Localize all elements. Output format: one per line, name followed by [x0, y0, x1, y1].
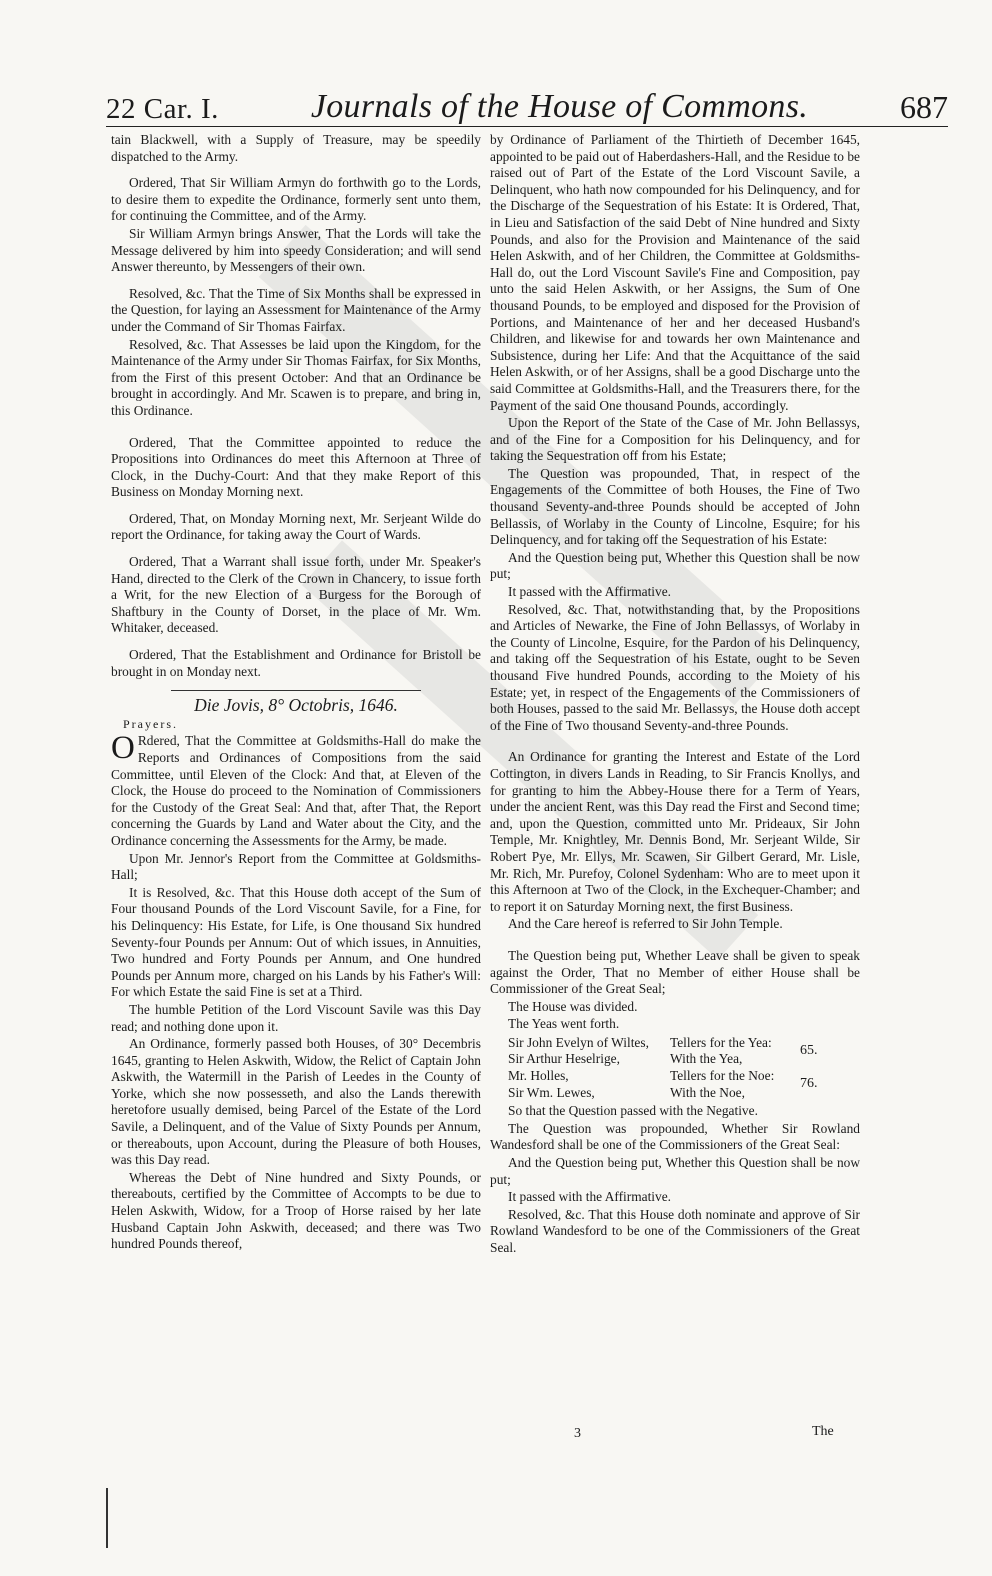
paragraph: The Yeas went forth.	[508, 1016, 620, 1032]
paragraph: Ordered, That Sir William Armyn do forthwith go to the Lords, to desire them to expedite the Ordinance, formerly sent unto them, for continuing the Committee, and of the Army.	[111, 175, 481, 224]
paragraph: Ordered, That the Committee appointed to reduce the Propositions into Ordinances do meet this Afternoon at Three of Clock, in the Duchy-Court: And that they make Report of this Business on Monday Morning next.	[111, 434, 481, 500]
paragraph: Ordered, That a Warrant shall issue forth, under Mr. Speaker's Hand, directed to the Clerk of the Crown in Chancery, to issue forth a Writ, for the new Election of a Burgess for the Borough of Shaftbury in the County of Dorset, in the place of Mr. Wm. Whitaker, deceased.	[111, 554, 481, 636]
right-column	[490, 132, 860, 1258]
page-header	[106, 80, 948, 127]
paragraph	[111, 730, 481, 849]
teller-role: With the Yea,	[670, 1051, 743, 1067]
paragraph-text: Rdered, That the Committee at Goldsmiths-Hall do make the Reports and Ordinances of Compositions from the said Committee, until Eleven of the Clock: And that, at Eleven of the Clock, the House do proceed to the Nomination of Commissioners for the Custody of the Great Seal: And that, after That, the Report concerning the Guards by Land and Water about the City, and the Ordinance concerning the Assessments for the Army, be made.	[111, 733, 481, 848]
paragraph: Ordered, That the Establishment and Ordinance for Bristoll be brought in on Monday next.	[111, 647, 481, 679]
teller-row	[508, 1035, 796, 1052]
paragraph: So that the Question passed with the Negative.	[508, 1103, 758, 1119]
paragraph: An Ordinance for granting the Interest and Estate of the Lord Cottington, in divers Lands in Reading, to Sir Francis Knollys, and for granting to him the Abbey-House there for a Term of Years, under the ancient Rent, was this Day read the First and Second time; and, upon the Question, committed unto Mr. Prideaux, Sir John Temple, Mr. Knightley, Mr. Dennis Bond, Mr. Serjeant Wilde, Sir Robert Pye, Mr. Ellys, Mr. Scawen, Sir Gilbert Gerard, Mr. Lisle, Mr. Rich, Mr. Purefoy, Colonel Sydenham: Who are to meet upon it this Afternoon at Two of the Clock, in the Exchequer-Chamber; and to report it on Saturday Morning next, the first Business.	[490, 749, 860, 914]
teller-row	[508, 1051, 796, 1068]
paragraph: Sir William Armyn brings Answer, That the Lords will take the Message delivered by him into speedy Consideration; and will send Answer thereunto, by Messengers of their own.	[111, 225, 481, 275]
paragraph: Resolved, &c. That, notwithstanding that, by the Propositions and Articles of Newarke, the Fine of John Bellassys, of Worlaby in the County of Lincolne, Esquire, for the Pardon of his Delinquency, and taking off the Sequestration of his Estate, ought to be Seven thousand Five hundred Pounds, according to the Moiety of his Estate; yet, in respect of the Engagements of the Commissioners of both Houses, passed to the said Mr. Bellassys, the House doth accept of the Fine of Two thousand Seventy-and-three Pounds.	[490, 601, 860, 733]
paragraph: The Question was propounded, Whether Sir Rowland Wandesford shall be one of the Commissioners of the Great Seal:	[490, 1120, 860, 1153]
left-column	[111, 132, 481, 1254]
paragraph: tain Blackwell, with a Supply of Treasure, may be speedily dispatched to the Army.	[111, 132, 481, 164]
teller-name: Mr. Holles,	[508, 1068, 569, 1084]
paragraph: Ordered, That, on Monday Morning next, Mr. Serjeant Wilde do report the Ordinance, for taking away the Court of Wards.	[111, 510, 481, 543]
paragraph: Whereas the Debt of Nine hundred and Sixty Pounds, or thereabouts, certified by the Committee of Accompts to be due to Helen Askwith, Widow, for a Troop of Horse raised by her late Husband Captain John Askwith, deceased; and there was Two hundred Pounds thereof,	[111, 1169, 481, 1252]
noe-count: 76.	[800, 1076, 818, 1092]
paragraph: The Question was propounded, That, in respect of the Engagements of the Committee of both Houses, the Fine of Two thousand Seventy-and-three Pounds should be accepted of John Bellassis, of Worlaby in the County of Lincolne, Esquire; for his Delinquency, and for taking off the Sequestration of his Estate:	[490, 465, 860, 548]
paragraph: It passed with the Affirmative.	[508, 1189, 672, 1205]
prayers-heading: Prayers.	[123, 716, 178, 731]
paragraph: The humble Petition of the Lord Viscount Savile was this Day read; and nothing done upon it.	[111, 1001, 481, 1034]
paragraph: And the Question being put, Whether this Question shall be now put;	[490, 549, 860, 582]
teller-row	[508, 1068, 796, 1085]
teller-role: With the Noe,	[670, 1084, 745, 1100]
paragraph: by Ordinance of Parliament of the Thirtieth of December 1645, appointed to be paid out of Haberdashers-Hall, and the Residue to be raised out of Part of the Estate of the Lord Viscount Savile, a Delinquent, who hath now compounded for his Delinquency, and for the Discharge of the Sequestration of his Estate: It is Ordered, That, in Lieu and Satisfaction of the said Debt of Nine hundred and Sixty Pounds, and also for the Provision and Maintenance of the said Helen Askwith, and of her Children, the Committee at Goldsmiths-Hall do, out the Lord Viscount Savile's Fine and Composition, pay unto the said Helen Askwith, or her Assigns, the Sum of One thousand Pounds, to be employed and disposed for the Provision of Portions, and Maintenance of her and her deceased Husband's Children, and likewise for and towards her own Maintenance and Subsistence, during her Life: And that the Acquittance of the said Helen Askwith, or of her Assigns, shall be a good Discharge unto the said Committee at Goldsmiths-Hall, and the Treasurers there, for the Payment of the said One thousand Pounds, accordingly.	[490, 132, 860, 413]
dateline: Die Jovis, 8° Octobris, 1646.	[194, 695, 398, 716]
tellers-table	[508, 1035, 860, 1101]
paragraph: It passed with the Affirmative.	[508, 584, 672, 600]
paragraph: And the Care hereof is referred to Sir John Temple.	[508, 916, 783, 932]
regnal-year: 22 Car. I.	[106, 93, 219, 125]
yea-tellers	[508, 1035, 860, 1068]
teller-row	[508, 1085, 796, 1102]
paragraph: Resolved, &c. That Assesses be laid upon the Kingdom, for the Maintenance of the Army under Sir Thomas Fairfax, for Six Months, from the First of this present October: And that an Ordinance be brought in accordingly. And Mr. Scawen is to prepare, and bring in, this Ordinance.	[111, 336, 481, 418]
section-rule	[171, 690, 421, 691]
page-number: 687	[899, 89, 948, 125]
paragraph: An Ordinance, formerly passed both Houses, of 30° Decembris 1645, granting to Helen Askwith, Widow, the Relict of Captain John Askwith, the Watermill in the Parish of Leedes in the County of Yorke, which she now possesseth, and also the Lands therewith heretofore usually demised, being Parcel of the Estate of the Lord Savile, a Delinquent, and of the Value of Sixty Pounds per Annum, or thereabouts, upon Account, during the Pleasure of both Houses, was this Day read.	[111, 1036, 481, 1168]
margin-mark	[106, 1488, 108, 1548]
paragraph: The Question being put, Whether Leave shall be given to speak against the Order, That no Member of either House shall be Commissioner of the Great Seal;	[490, 947, 860, 997]
yea-count: 65.	[800, 1043, 818, 1059]
paragraph: The House was divided.	[508, 998, 638, 1014]
noe-tellers	[508, 1068, 860, 1101]
paragraph: Upon Mr. Jennor's Report from the Committee at Goldsmiths-Hall;	[111, 850, 481, 883]
signature-mark: 3	[574, 1426, 581, 1441]
teller-role: Tellers for the Yea:	[670, 1034, 772, 1050]
teller-name: Sir Arthur Heselrige,	[508, 1051, 620, 1067]
paragraph: It is Resolved, &c. That this House doth accept of the Sum of Four thousand Pounds of the Lord Viscount Savile, for a Fine, for his Delinquency: His Estate, for Life, is One thousand Six hundred Seventy-four Pounds per Annum: Out of which issues, in Annuities, Two hundred and Forty Pounds per Annum, and One hundred Pounds per Annum more, charged on his Lands by his Father's Will: For which Estate the said Fine is set at a Third.	[111, 884, 481, 1000]
drop-cap: O	[111, 730, 135, 767]
paragraph: Resolved, &c. That the Time of Six Months shall be expressed in the Question, for laying an Assessment for Maintenance of the Army under the Command of Sir Thomas Fairfax.	[111, 285, 481, 334]
teller-name: Sir John Evelyn of Wiltes,	[508, 1034, 649, 1050]
teller-name: Sir Wm. Lewes,	[508, 1084, 595, 1100]
paragraph: Resolved, &c. That this House doth nominate and approve of Sir Rowland Wandesford to be one of the Commissioners of the Great Seal.	[490, 1206, 860, 1255]
paragraph: And the Question being put, Whether this Question shall be now put;	[490, 1155, 860, 1187]
teller-role: Tellers for the Noe:	[670, 1068, 775, 1084]
paragraph: Upon the Report of the State of the Case of Mr. John Bellassys, and of the Fine for a Composition for his Delinquency, and for taking the Sequestration off from his Estate;	[490, 415, 860, 464]
catchword: The	[812, 1424, 834, 1439]
running-title: Journals of the House of Commons.	[310, 88, 809, 125]
